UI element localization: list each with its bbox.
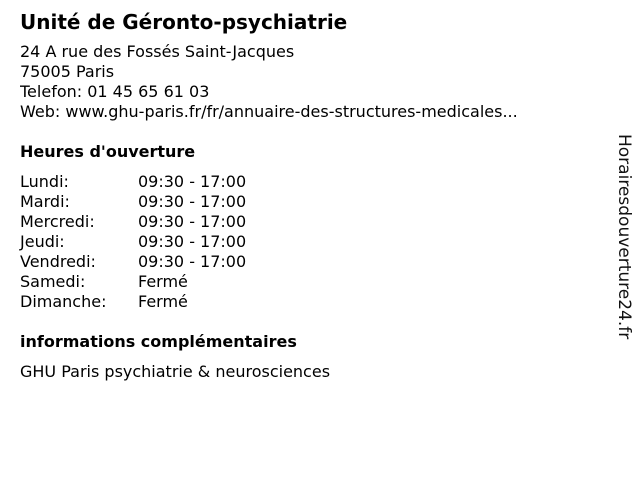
hours-time: 09:30 - 17:00	[138, 212, 247, 231]
address-street: 24 A rue des Fossés Saint-Jacques	[20, 42, 295, 61]
hours-day: Dimanche:	[20, 292, 107, 311]
hours-day: Lundi:	[20, 172, 69, 191]
hours-row	[20, 232, 600, 252]
hours-row	[20, 272, 600, 292]
hours-row	[20, 292, 600, 312]
hours-time: Fermé	[138, 292, 188, 311]
hours-row	[20, 172, 600, 192]
hours-row	[20, 192, 600, 212]
site-watermark: Horairesdouverture24.fr	[614, 134, 634, 340]
hours-time: 09:30 - 17:00	[138, 252, 247, 271]
hours-time: 09:30 - 17:00	[138, 192, 247, 211]
place-title: Unité de Géronto-psychiatrie	[20, 10, 348, 34]
hours-time: 09:30 - 17:00	[138, 172, 247, 191]
opening-hours-table	[20, 172, 600, 312]
place-card	[20, 8, 600, 382]
hours-day: Jeudi:	[20, 232, 65, 251]
hours-day: Mercredi:	[20, 212, 95, 231]
hours-day: Vendredi:	[20, 252, 96, 271]
hours-day: Samedi:	[20, 272, 86, 291]
additional-info-heading: informations complémentaires	[20, 332, 297, 351]
contact-block	[20, 42, 600, 122]
hours-time: 09:30 - 17:00	[138, 232, 247, 251]
hours-time: Fermé	[138, 272, 188, 291]
hours-row	[20, 252, 600, 272]
hours-row	[20, 212, 600, 232]
phone-number: Telefon: 01 45 65 61 03	[20, 82, 210, 101]
opening-hours-heading: Heures d'ouverture	[20, 142, 196, 161]
additional-info-text: GHU Paris psychiatrie & neurosciences	[20, 362, 331, 381]
hours-day: Mardi:	[20, 192, 70, 211]
website-link[interactable]: Web: www.ghu-paris.fr/fr/annuaire-des-structures-medicales...	[20, 102, 518, 121]
address-city: 75005 Paris	[20, 62, 115, 81]
